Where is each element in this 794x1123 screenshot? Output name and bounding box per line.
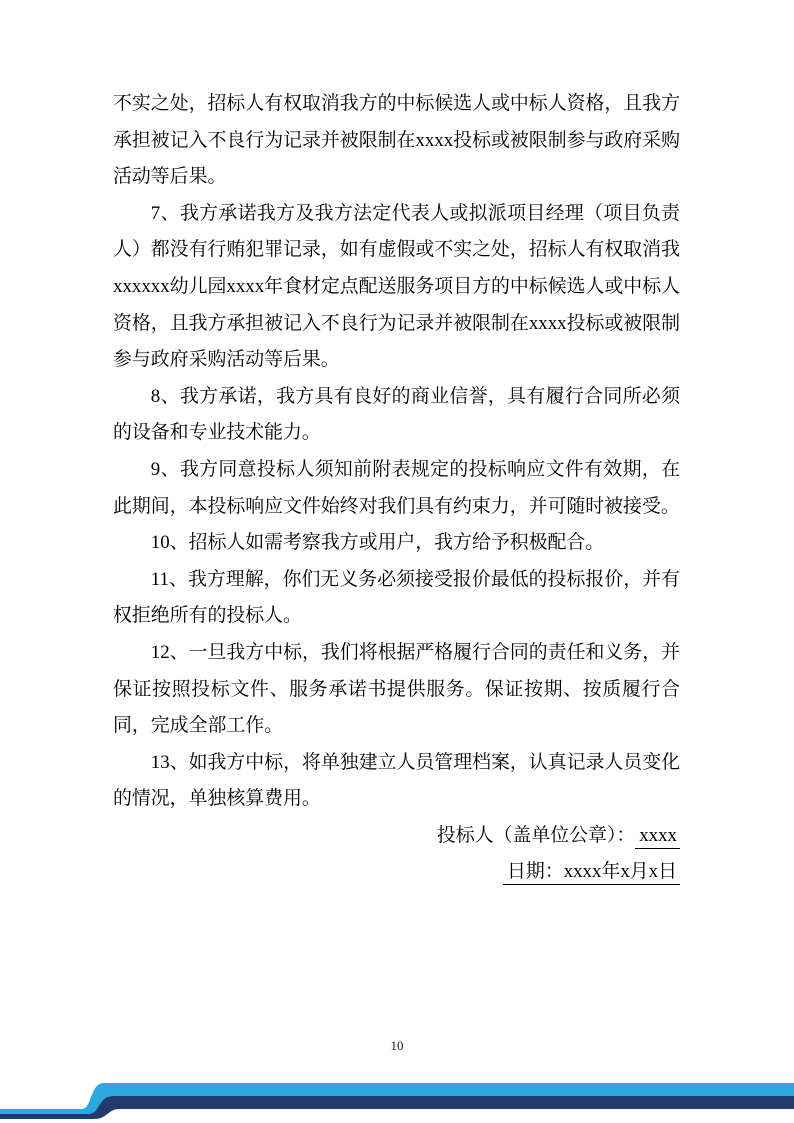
paragraph-item-10: 10、招标人如需考察我方或用户，我方给予积极配合。: [150, 532, 605, 554]
paragraph-continuation: 不实之处，招标人有权取消我方的中标候选人或中标人资格，且我方承担被记入不良行为记录并被限制在xxxx投标或被限制参与政府采购活动等后果。: [113, 93, 680, 188]
signature-bidder-label: 投标人（盖单位公章）：: [436, 824, 636, 846]
signature-bidder-value: xxxx: [635, 825, 680, 849]
document-body: [113, 86, 680, 891]
signature-bidder-line: [113, 818, 680, 855]
paragraph-item-9: 9、我方同意投标人须知前附表规定的投标响应文件有效期，在此期间，本投标响应文件始终对我们具有约束力，并可随时被接受。: [113, 458, 680, 517]
paragraph-item-8: 8、我方承诺，我方具有良好的商业信誉，具有履行合同所必须的设备和专业技术能力。: [113, 385, 680, 444]
signature-date-value: 日期：xxxx年x月x日: [503, 861, 680, 885]
swoosh-dark-stripe: [0, 1096, 794, 1119]
paragraph-item-7: 7、我方承诺我方及我方法定代表人或拟派项目经理（项目负责人）都没有行贿犯罪记录，如有虚假或不实之处，招标人有权取消我xxxxxx幼儿园xxxx年食材定点配送服务项目方的中标候选人或中标人资格，且我方承担被记入不良行为记录并被限制在xxxx投标或被限制参与政府采购活动等后果。: [113, 202, 680, 371]
footer-swoosh-decoration: [0, 1063, 794, 1123]
paragraph-item-11: 11、我方理解，你们无义务必须接受报价最低的投标报价，并有权拒绝所有的投标人。: [113, 568, 680, 627]
page-number: 10: [390, 1038, 404, 1053]
signature-date-line: [113, 854, 680, 891]
paragraph-item-13: 13、如我方中标，将单独建立人员管理档案，认真记录人员变化的情况，单独核算费用。: [113, 751, 680, 810]
paragraph-item-12: 12、一旦我方中标，我们将根据严格履行合同的责任和义务，并保证按照投标文件、服务承诺书提供服务。保证按期、按质履行合同，完成全部工作。: [113, 641, 680, 737]
